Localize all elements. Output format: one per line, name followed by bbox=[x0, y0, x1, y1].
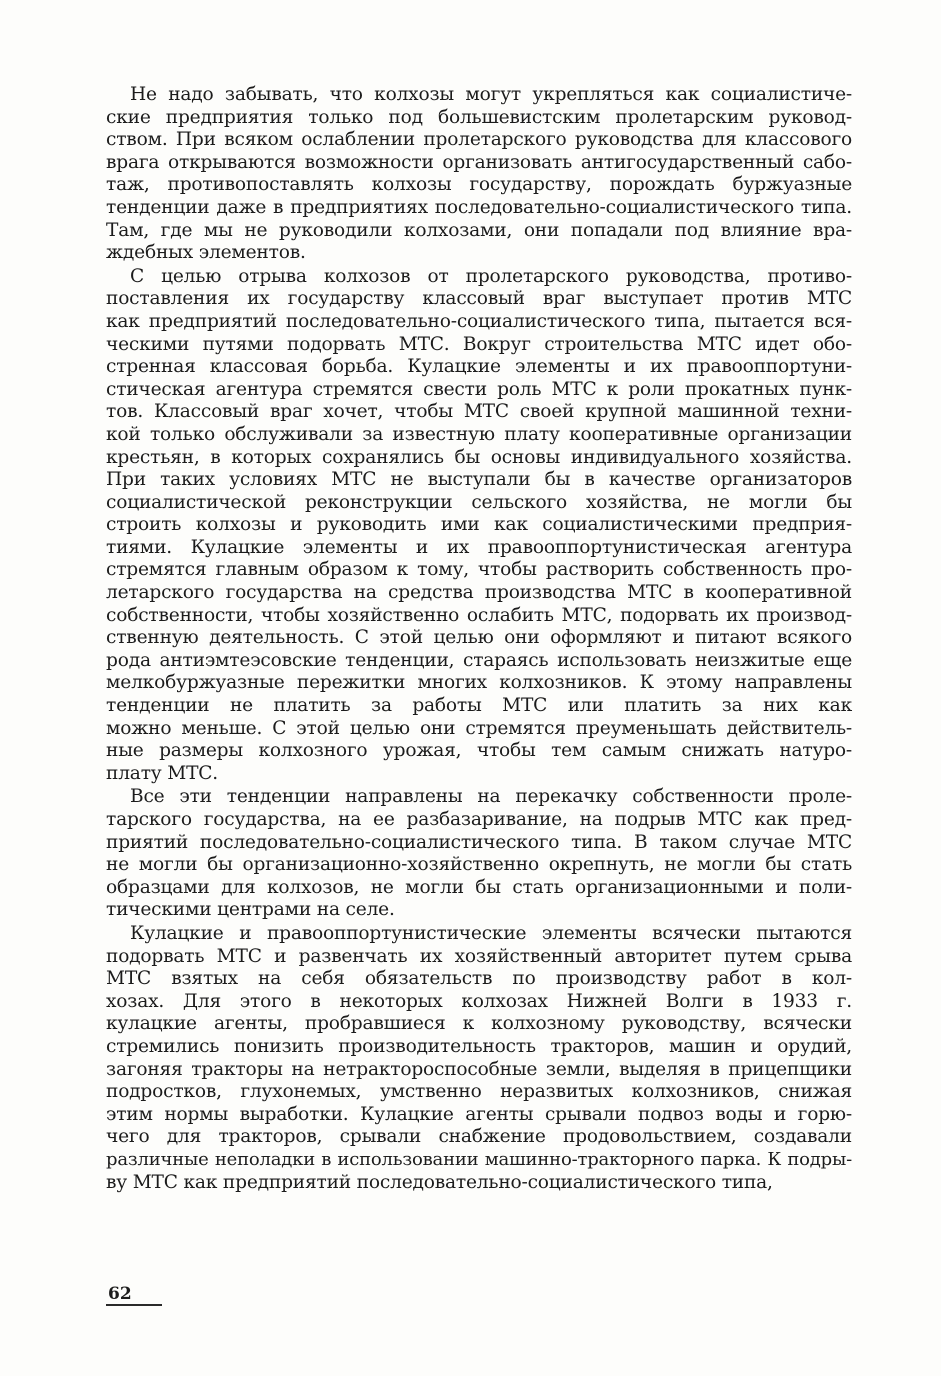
text-line: тиями. Кулацкие элементы и их правооппортунистическая агентура bbox=[106, 536, 852, 558]
text-line: Кулацкие и правооппортунистические элементы всячески пытаются bbox=[130, 922, 852, 944]
text-line: приятий последовательно-социалистического типа. В таком случае МТС bbox=[106, 831, 852, 853]
paragraph bbox=[106, 923, 852, 1194]
text-line: поставления их государству классовый враг выступает против МТС bbox=[106, 288, 852, 310]
text-line: строить колхозы и руководить ими как социалистическими предприя- bbox=[106, 514, 852, 536]
text-line: чего для тракторов, срывали снабжение продовольствием, создавали bbox=[106, 1126, 852, 1148]
page-number-rule bbox=[106, 1304, 162, 1306]
text-line: различные неполадки в использовании машинно-тракторного парка. К подры- bbox=[106, 1148, 852, 1170]
text-line: При таких условиях МТС не выступали бы в качестве организаторов bbox=[106, 469, 852, 491]
paragraph bbox=[106, 786, 852, 922]
text-line: тическими центрами на селе. bbox=[106, 899, 395, 921]
text-line: Не надо забывать, что колхозы могут укрепляться как социалистиче- bbox=[130, 84, 852, 105]
text-line: кулацкие агенты, пробравшиеся к колхозному руководству, всячески bbox=[106, 1013, 852, 1035]
text-line: этим нормы выработки. Кулацкие агенты срывали подвоз воды и горю- bbox=[106, 1103, 852, 1125]
text-line: загоняя тракторы на нетрактороспособные земли, выделяя в прицепщики bbox=[106, 1058, 852, 1080]
text-line: мелкобуржуазные пережитки многих колхозников. К этому направлены bbox=[106, 672, 852, 694]
text-line: подростков, глухонемых, умственно неразвитых колхозников, снижая bbox=[106, 1081, 852, 1103]
body-text bbox=[106, 84, 852, 1194]
text-line: не могли бы организационно-хозяйственно окрепнуть, не могли бы стать bbox=[106, 854, 852, 876]
text-line: Там, где мы не руководили колхозами, они попадали под влияние вра- bbox=[106, 219, 852, 241]
paragraph bbox=[106, 84, 852, 265]
text-line: стремились понизить производительность тракторов, машин и орудий, bbox=[106, 1035, 852, 1057]
text-line: ством. При всяком ослаблении пролетарского руководства для классового bbox=[106, 129, 852, 151]
text-line: Все эти тенденции направлены на перекачку собственности проле- bbox=[130, 786, 852, 808]
text-line: хозах. Для этого в некоторых колхозах Нижней Волги в 1933 г. bbox=[106, 990, 852, 1012]
text-line: таж, противопоставлять колхозы государству, порождать буржуазные bbox=[106, 174, 852, 196]
text-line: собственности, чтобы хозяйственно ослабить МТС, подорвать их производ- bbox=[106, 604, 852, 626]
text-line: ские предприятия только под большевистским пролетарским руковод- bbox=[106, 106, 852, 128]
page-number: 62 bbox=[108, 1284, 132, 1304]
text-line: стическая агентура стремятся свести роль МТС к роли прокатных пунк- bbox=[106, 378, 852, 400]
text-line: кой только обслуживали за известную плату кооперативные организации bbox=[106, 423, 852, 445]
text-line: тов. Классовый враг хочет, чтобы МТС своей крупной машинной техни- bbox=[106, 401, 852, 423]
text-line: рода антиэмтеэсовские тенденции, стараясь использовать неизжитые еще bbox=[106, 649, 852, 671]
text-line: образцами для колхозов, не могли бы стать организационными и поли- bbox=[106, 876, 852, 898]
text-line: можно меньше. С этой целью они стремятся преуменьшать действитель- bbox=[106, 717, 852, 739]
text-line: С целью отрыва колхозов от пролетарского руководства, противо- bbox=[130, 265, 852, 287]
text-line: крестьян, в которых сохранялись бы основы индивидуального хозяйства. bbox=[106, 446, 852, 468]
text-line: социалистической реконструкции сельского хозяйства, не могли бы bbox=[106, 491, 852, 513]
text-line: тенденции даже в предприятиях последовательно-социалистического типа. bbox=[106, 196, 852, 218]
text-line: ные размеры колхозного урожая, чтобы тем самым снижать натуро- bbox=[106, 740, 852, 762]
text-line: как предприятий последовательно-социалистического типа, пытается вся- bbox=[106, 310, 852, 332]
text-line: ственную деятельность. С этой целью они оформляют и питают всякого bbox=[106, 627, 852, 649]
text-line: МТС взятых на себя обязательств по производству работ в кол- bbox=[106, 968, 852, 990]
text-line: стремятся главным образом к тому, чтобы растворить собственность про- bbox=[106, 559, 852, 581]
paragraph bbox=[106, 266, 852, 786]
text-line: ву МТС как предприятий последовательно-социалистического типа, bbox=[106, 1171, 773, 1193]
text-line: тенденции не платить за работы МТС или платить за них как bbox=[106, 695, 852, 717]
text-line: летарского государства на средства производства МТС в кооперативной bbox=[106, 582, 852, 604]
text-line: врага открываются возможности организовать антигосударственный сабо- bbox=[106, 151, 852, 173]
text-line: ждебных элементов. bbox=[106, 242, 306, 264]
text-line: плату МТС. bbox=[106, 762, 219, 784]
text-line: тарского государства, на ее разбазаривание, на подрыв МТС как пред- bbox=[106, 809, 852, 830]
text-line: ческими путями подорвать МТС. Вокруг строительства МТС идет обо- bbox=[106, 333, 852, 355]
text-line: стренная классовая борьба. Кулацкие элементы и их правооппортуни- bbox=[106, 356, 852, 378]
text-line: подорвать МТС и развенчать их хозяйственный авторитет путем срыва bbox=[106, 945, 852, 967]
